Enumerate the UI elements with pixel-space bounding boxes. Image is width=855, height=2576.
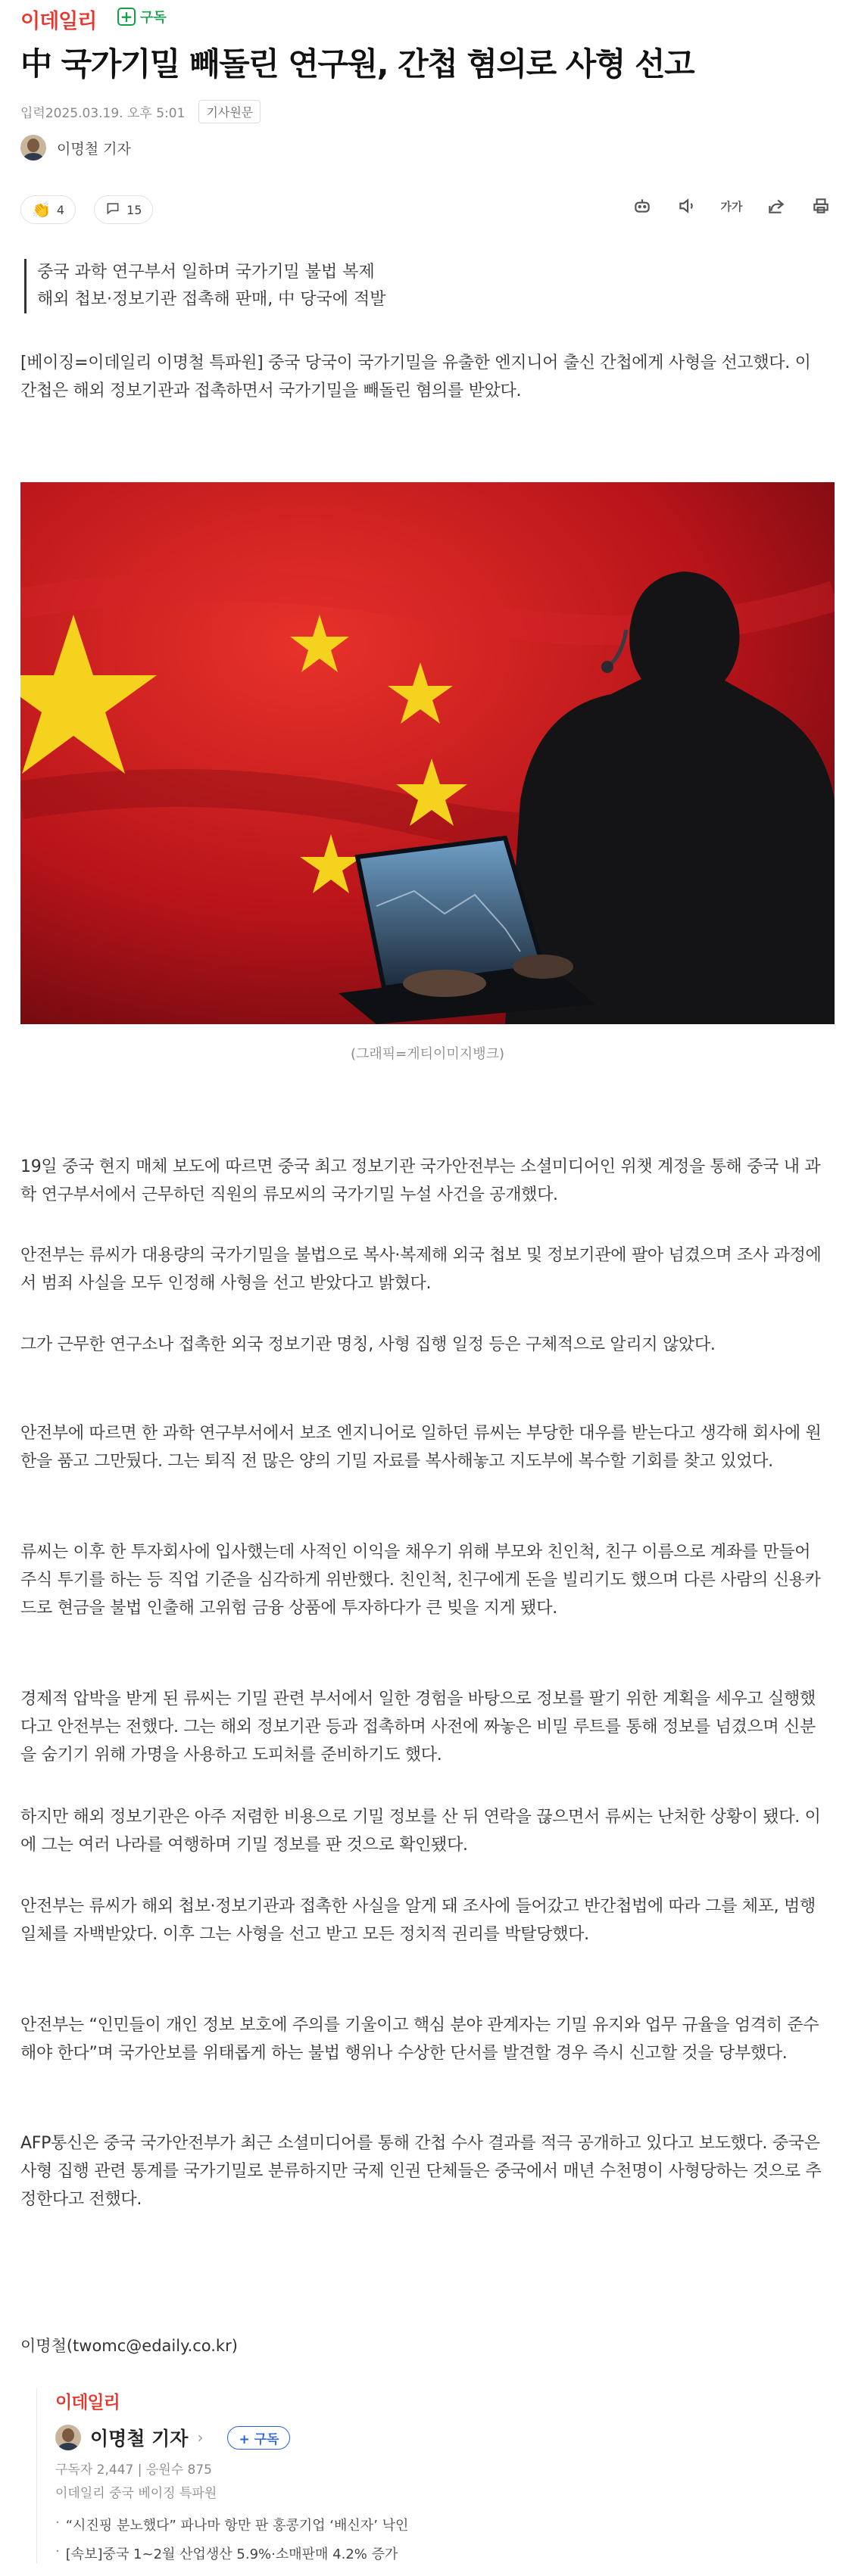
card-logo[interactable]: 이데일리 <box>55 2393 120 2412</box>
article-toolbar <box>630 194 833 218</box>
share-icon[interactable] <box>764 194 788 218</box>
card-desc: 이데일리 중국 베이징 특파원 <box>55 2486 217 2501</box>
subscribe-button[interactable] <box>117 7 167 26</box>
speaker-icon[interactable] <box>675 194 699 218</box>
print-icon[interactable] <box>809 194 833 218</box>
article-lead: [베이징=이데일리 이명철 특파원] 중국 당국이 국가기밀을 유출한 엔지니어 출신 간첩에게 사형을 선고했다. 이 간첩은 해외 정보기관과 접촉하면서 국가기밀을 빼돌린 혐의를 받았다. <box>20 354 811 400</box>
article-byline: 이명철(twomc@edaily.co.kr) <box>20 2337 238 2355</box>
article-timestamp: 입력2025.03.19. 오후 5:01 <box>20 106 186 121</box>
summary-line: 해외 첩보·정보기관 접촉해 판매, 中 당국에 적발 <box>37 290 386 309</box>
photo-caption: (그래픽=게티이미지뱅크) <box>350 1046 504 1062</box>
bullet-icon: · <box>55 2543 60 2559</box>
article-paragraph: 안전부에 따르면 한 과학 연구부서에서 보조 엔지니어로 일하던 류씨는 부당한 대우를 받는다고 생각해 회사에 원한을 품고 그만뒀다. 그는 퇴직 전 많은 양의 기밀 자료를 복사해놓고 지도부에 복수할 기회를 찾고 있었다. <box>20 1424 822 1471</box>
plus-icon: + <box>117 8 136 26</box>
card-article-link[interactable] <box>55 2543 525 2563</box>
bullet-icon: · <box>55 2515 60 2531</box>
article-meta <box>20 100 261 123</box>
article-paragraph: AFP통신은 중국 국가안전부가 최근 소셜미디어를 통해 간첩 수사 결과를 적극 공개하고 있다고 보도했다. 중국은 사형 집행 관련 통계를 국가기밀로 분류하지만 국제 인권 단체들은 중국에서 매년 수천명이 사형당하는 것으로 추정한다고 전했다. <box>20 2134 822 2209</box>
article-paragraph: 19일 중국 현지 매체 보도에 따르면 중국 최고 정보기관 국가안전부는 소셜미디어인 위챗 계정을 통해 중국 내 과학 연구부서에서 근무하던 직원의 류모씨의 국가기밀 누설 사건을 공개했다. <box>20 1157 821 1204</box>
article-paragraph: 그가 근무한 연구소나 접촉한 외국 정보기관 명칭, 사형 집행 일정 등은 구체적으로 알리지 않았다. <box>20 1335 716 1354</box>
subscribe-label: 구독 <box>140 10 167 26</box>
summary-line: 중국 과학 연구부서 일하며 국가기밀 불법 복제 <box>37 263 375 282</box>
author-card <box>36 2388 525 2563</box>
chevron-right-icon[interactable]: › <box>197 2428 204 2447</box>
reaction-button[interactable] <box>20 195 76 224</box>
author-name[interactable]: 이명철 기자 <box>57 140 131 157</box>
card-stats: 구독자 2,447 | 응원수 875 <box>55 2462 212 2478</box>
article-paragraph: 하지만 해외 정보기관은 아주 저렴한 비용으로 기밀 정보를 산 뒤 연락을 끊으면서 류씨는 난처한 상황이 됐다. 이에 그는 여러 나라를 여행하며 기밀 정보를 판 것으로 확인됐다. <box>20 1808 821 1855</box>
reaction-count: 4 <box>56 202 65 217</box>
article-paragraph: 경제적 압박을 받게 된 류씨는 기밀 관련 부서에서 일한 경험을 바탕으로 정보를 팔기 위한 계획을 세우고 실행했다고 안전부는 전했다. 그는 해외 정보기관 등과 접촉하며 사전에 짜놓은 비밀 루트를 통해 정보를 넘겼으며 신분을 숨기기 위해 가명을 사용하고 도피처를 준비하기도 했다. <box>20 1690 816 1765</box>
article-headline: 中 국가기밀 빼돌린 연구원, 간첩 혐의로 사형 선고 <box>20 45 694 83</box>
font-size-icon[interactable]: 가가 <box>720 199 743 213</box>
article-paragraph: 안전부는 “인민들이 개인 정보 보호에 주의를 기울이고 핵심 분야 관계자는 기밀 유지와 업무 규율을 엄격히 준수해야 한다”며 국가안보를 위태롭게 하는 불법 행위나 수상한 단서를 발견할 경우 즉시 신고할 것을 당부했다. <box>20 2016 819 2063</box>
comment-button[interactable] <box>94 195 153 224</box>
article-paragraph: 안전부는 류씨가 대용량의 국가기밀을 불법으로 복사·복제해 외국 첩보 및 정보기관에 팔아 넘겼으며 조사 과정에서 범죄 사실을 모두 인정해 사형을 선고 받았다고 밝혔다. <box>20 1246 822 1293</box>
edaily-logo[interactable]: 이데일리 <box>20 10 97 33</box>
original-article-button[interactable]: 기사원문 <box>198 100 261 123</box>
article-photo[interactable] <box>20 482 835 1024</box>
card-article-link[interactable] <box>55 2515 525 2534</box>
reaction-bar <box>20 195 153 224</box>
clap-icon: 👏 <box>32 201 51 219</box>
comment-count: 15 <box>126 202 142 217</box>
article-summary <box>24 259 385 313</box>
card-avatar[interactable] <box>55 2425 81 2450</box>
article-paragraph: 류씨는 이후 한 투자회사에 입사했는데 사적인 이익을 채우기 위해 부모와 친인척, 친구 이름으로 계좌를 만들어 주식 투기를 하는 등 직업 기준을 심각하게 위반했다. 친인척, 친구에게 돈을 빌리기도 했으며 다른 사람의 신용카드로 현금을 불법 인출해 고위험 금융 상품에 투자하다가 큰 빚을 지게 됐다. <box>20 1543 821 1618</box>
card-subscribe-button[interactable]: + 구독 <box>227 2426 290 2450</box>
author-row[interactable] <box>20 135 131 160</box>
article-paragraph: 안전부는 류씨가 해외 첩보·정보기관과 접촉한 사실을 알게 돼 조사에 들어갔고 반간첩법에 따라 그를 체포, 범행 일체를 자백받았다. 이후 그는 사형을 선고 받고 모든 정치적 권리를 박탈당했다. <box>20 1897 816 1944</box>
author-avatar <box>20 135 46 160</box>
comment-icon <box>105 201 120 219</box>
card-article-link-text: [속보]중국 1~2월 산업생산 5.9%·소매판매 4.2% 증가 <box>65 2546 398 2562</box>
card-author-name[interactable]: 이명철 기자 <box>90 2428 189 2450</box>
summary-bot-icon[interactable] <box>630 194 654 218</box>
card-article-link-text: “시진핑 분노했다” 파나마 항만 판 홍콩기업 ‘배신자’ 낙인 <box>65 2518 409 2534</box>
